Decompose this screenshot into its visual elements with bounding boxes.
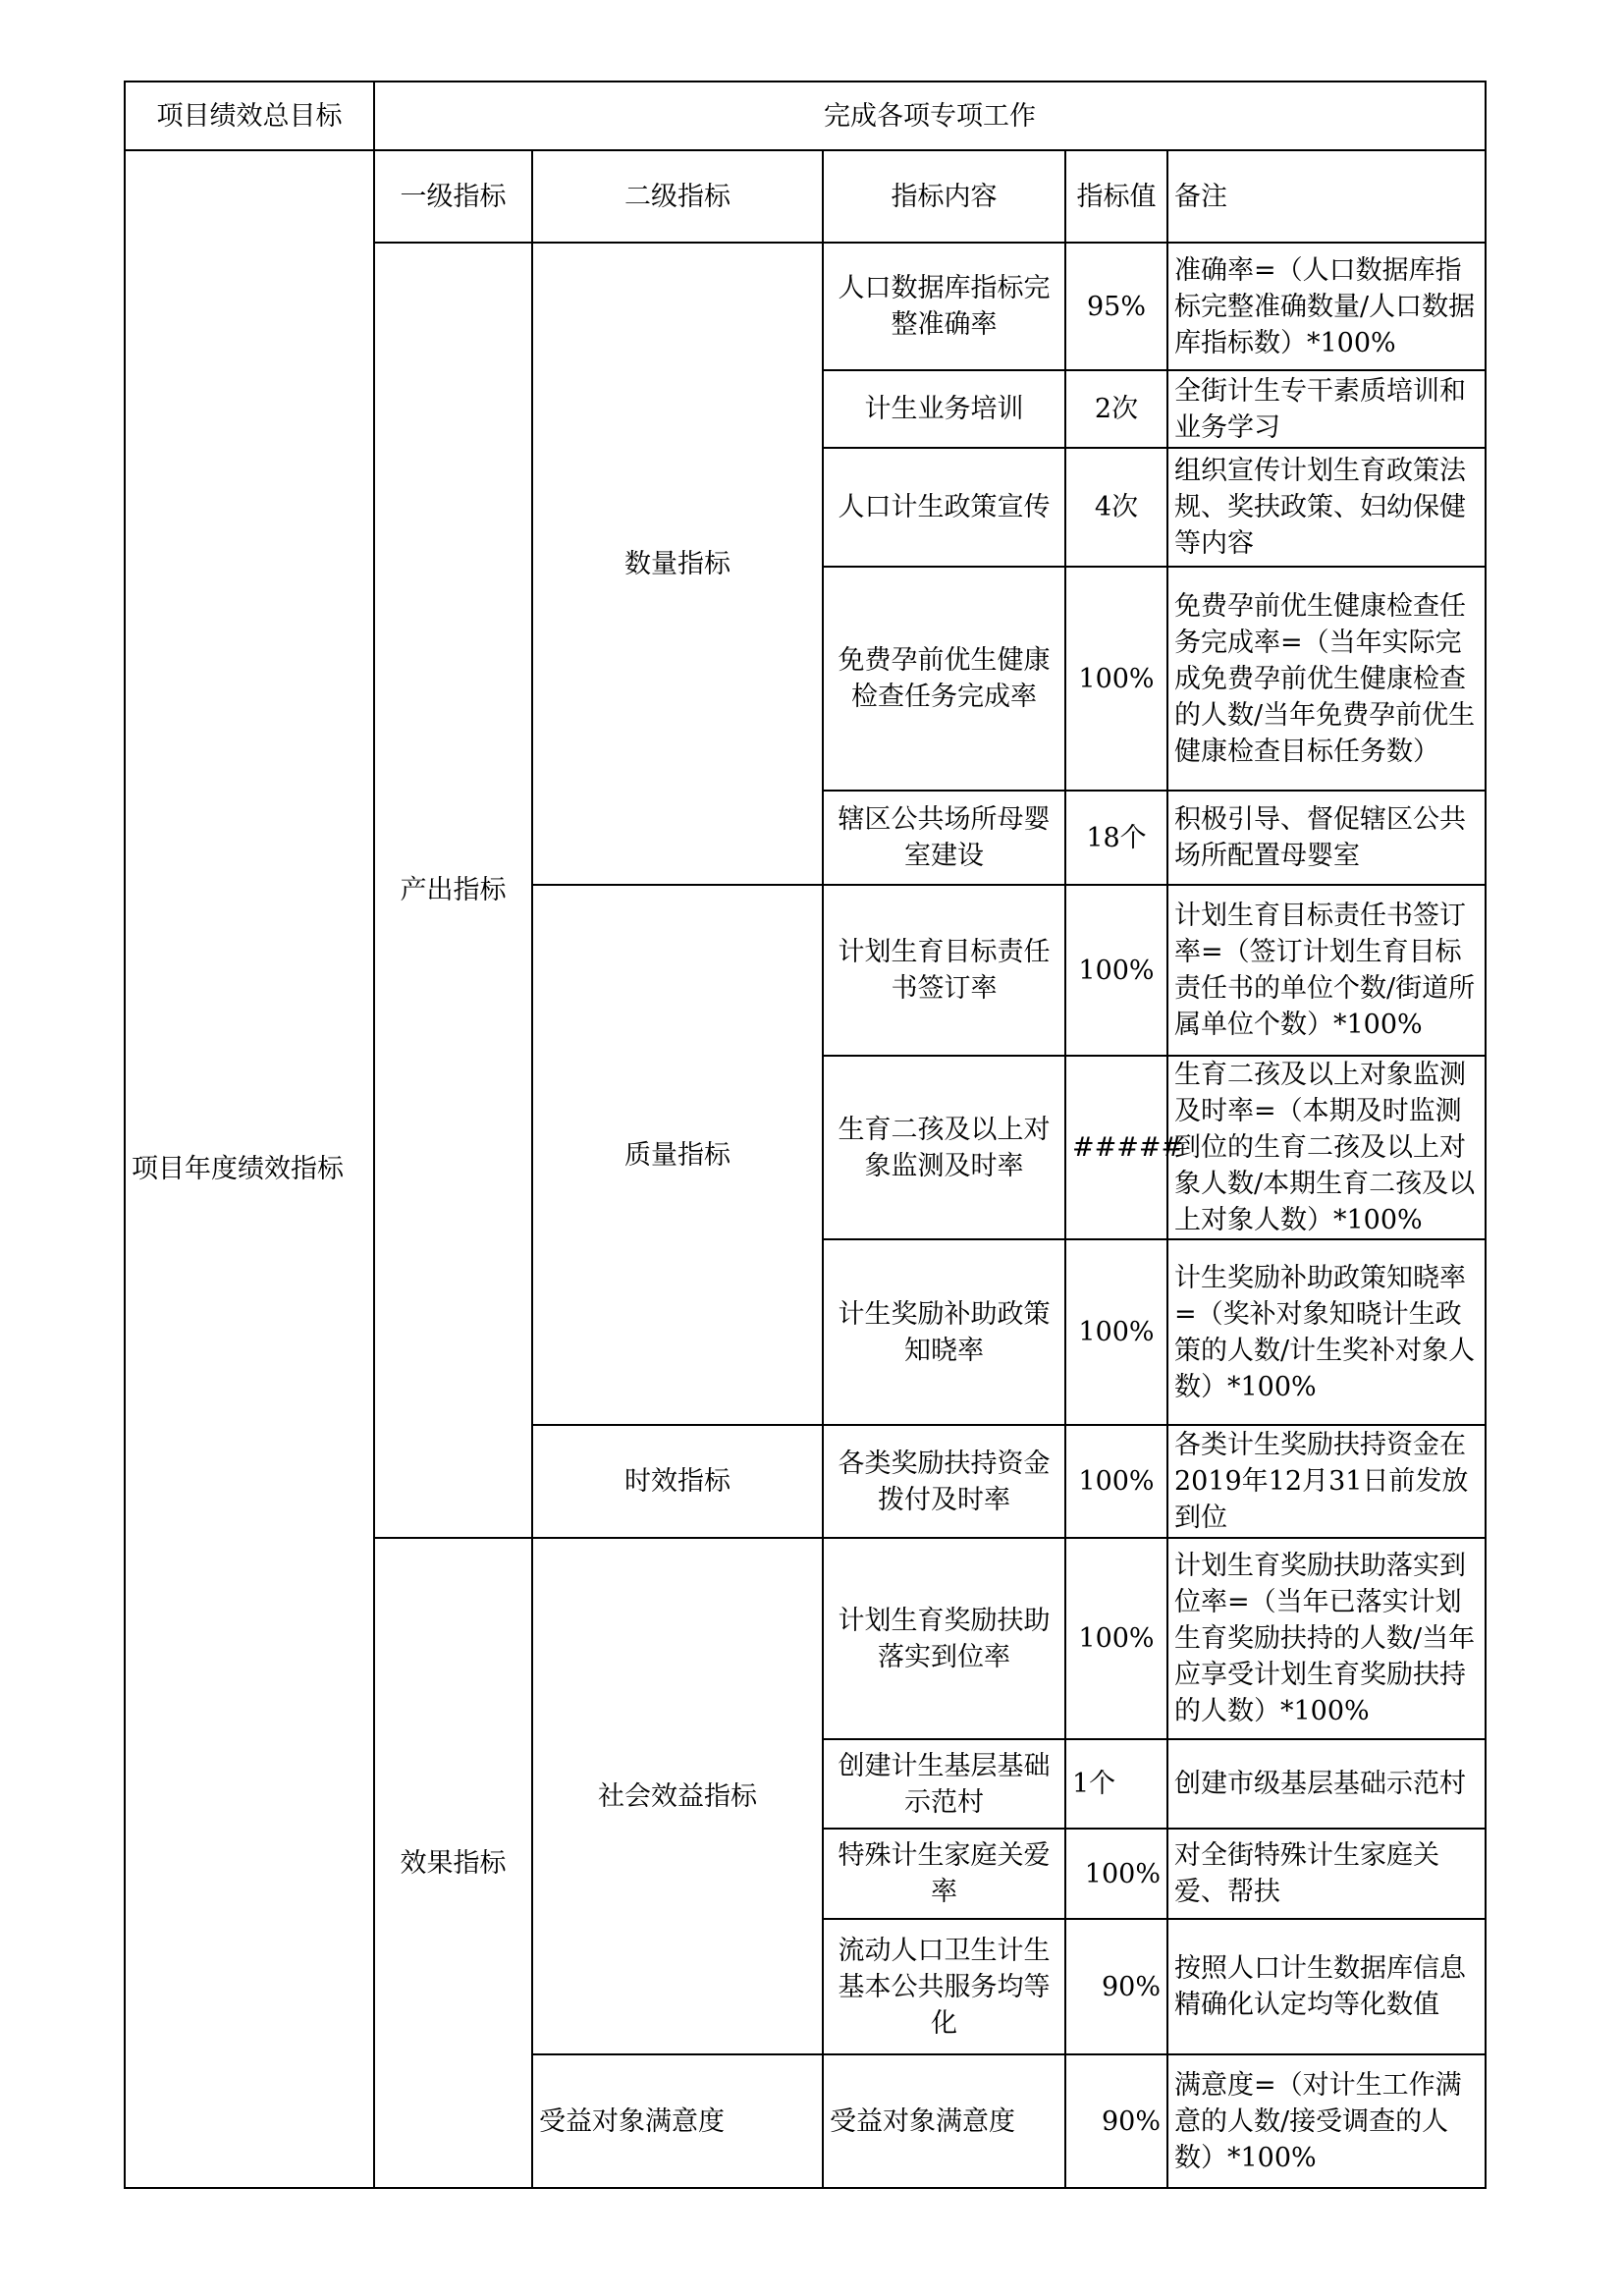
performance-table xyxy=(124,81,1487,2189)
row-value: 18个 xyxy=(1065,791,1167,885)
group-output: 产出指标 xyxy=(374,243,532,1538)
row-content: 流动人口卫生计生基本公共服务均等化 xyxy=(823,1919,1065,2054)
col-value: 指标值 xyxy=(1065,150,1167,243)
annual-indicators-label: 项目年度绩效指标 xyxy=(125,150,374,2188)
row-value: 90% xyxy=(1065,2054,1167,2188)
group-quality: 质量指标 xyxy=(532,885,823,1425)
row-content: 各类奖励扶持资金拨付及时率 xyxy=(823,1425,1065,1538)
group-effect: 效果指标 xyxy=(374,1538,532,2188)
row-value: 100% xyxy=(1065,1425,1167,1538)
row-content: 计划生育目标责任书签订率 xyxy=(823,885,1065,1056)
group-timeliness: 时效指标 xyxy=(532,1425,823,1538)
row-content: 特殊计生家庭关爱率 xyxy=(823,1829,1065,1919)
row-value: ##### xyxy=(1065,1056,1167,1239)
row-note: 计生奖励补助政策知晓率=（奖补对象知晓计生政策的人数/计生奖补对象人数）*100% xyxy=(1167,1239,1486,1425)
row-content: 人口数据库指标完整准确率 xyxy=(823,243,1065,370)
total-goal-row xyxy=(125,82,1486,150)
row-value: 2次 xyxy=(1065,370,1167,448)
row-content: 计生奖励补助政策知晓率 xyxy=(823,1239,1065,1425)
total-goal-label: 项目绩效总目标 xyxy=(125,82,374,150)
row-value: 1个 xyxy=(1065,1739,1167,1829)
total-goal-value: 完成各项专项工作 xyxy=(374,82,1486,150)
row-content: 创建计生基层基础示范村 xyxy=(823,1739,1065,1829)
row-value: 100% xyxy=(1065,567,1167,791)
col-note: 备注 xyxy=(1167,150,1486,243)
row-note: 计划生育目标责任书签订率=（签订计划生育目标责任书的单位个数/街道所属单位个数）*100% xyxy=(1167,885,1486,1056)
row-value: 90% xyxy=(1065,1919,1167,2054)
row-note: 全街计生专干素质培训和业务学习 xyxy=(1167,370,1486,448)
group-satisfaction: 受益对象满意度 xyxy=(532,2054,823,2188)
row-note: 生育二孩及以上对象监测及时率=（本期及时监测到位的生育二孩及以上对象人数/本期生育二孩及以上对象人数）*100% xyxy=(1167,1056,1486,1239)
row-value: 100% xyxy=(1065,885,1167,1056)
row-value: 95% xyxy=(1065,243,1167,370)
row-value: 4次 xyxy=(1065,448,1167,567)
row-note: 积极引导、督促辖区公共场所配置母婴室 xyxy=(1167,791,1486,885)
row-note: 按照人口计生数据库信息精确化认定均等化数值 xyxy=(1167,1919,1486,2054)
row-note: 满意度=（对计生工作满意的人数/接受调查的人数）*100% xyxy=(1167,2054,1486,2188)
row-content: 计划生育奖励扶助落实到位率 xyxy=(823,1538,1065,1739)
row-content: 受益对象满意度 xyxy=(823,2054,1065,2188)
row-note: 各类计生奖励扶持资金在2019年12月31日前发放到位 xyxy=(1167,1425,1486,1538)
row-note: 计划生育奖励扶助落实到位率=（当年已落实计划生育奖励扶持的人数/当年应享受计划生育奖励扶持的人数）*100% xyxy=(1167,1538,1486,1739)
group-quantity: 数量指标 xyxy=(532,243,823,885)
row-content: 人口计生政策宣传 xyxy=(823,448,1065,567)
row-value: 100% xyxy=(1065,1829,1167,1919)
column-header-row xyxy=(125,150,1486,243)
col-level1: 一级指标 xyxy=(374,150,532,243)
row-content: 免费孕前优生健康检查任务完成率 xyxy=(823,567,1065,791)
row-content: 生育二孩及以上对象监测及时率 xyxy=(823,1056,1065,1239)
col-level2: 二级指标 xyxy=(532,150,823,243)
row-content: 辖区公共场所母婴室建设 xyxy=(823,791,1065,885)
group-social: 社会效益指标 xyxy=(532,1538,823,2054)
row-note: 免费孕前优生健康检查任务完成率=（当年实际完成免费孕前优生健康检查的人数/当年免费孕前优生健康检查目标任务数） xyxy=(1167,567,1486,791)
row-note: 组织宣传计划生育政策法规、奖扶政策、妇幼保健等内容 xyxy=(1167,448,1486,567)
row-value: 100% xyxy=(1065,1239,1167,1425)
row-note: 准确率=（人口数据库指标完整准确数量/人口数据库指标数）*100% xyxy=(1167,243,1486,370)
row-value: 100% xyxy=(1065,1538,1167,1739)
row-note: 对全街特殊计生家庭关爱、帮扶 xyxy=(1167,1829,1486,1919)
row-content: 计生业务培训 xyxy=(823,370,1065,448)
col-content: 指标内容 xyxy=(823,150,1065,243)
row-note: 创建市级基层基础示范村 xyxy=(1167,1739,1486,1829)
